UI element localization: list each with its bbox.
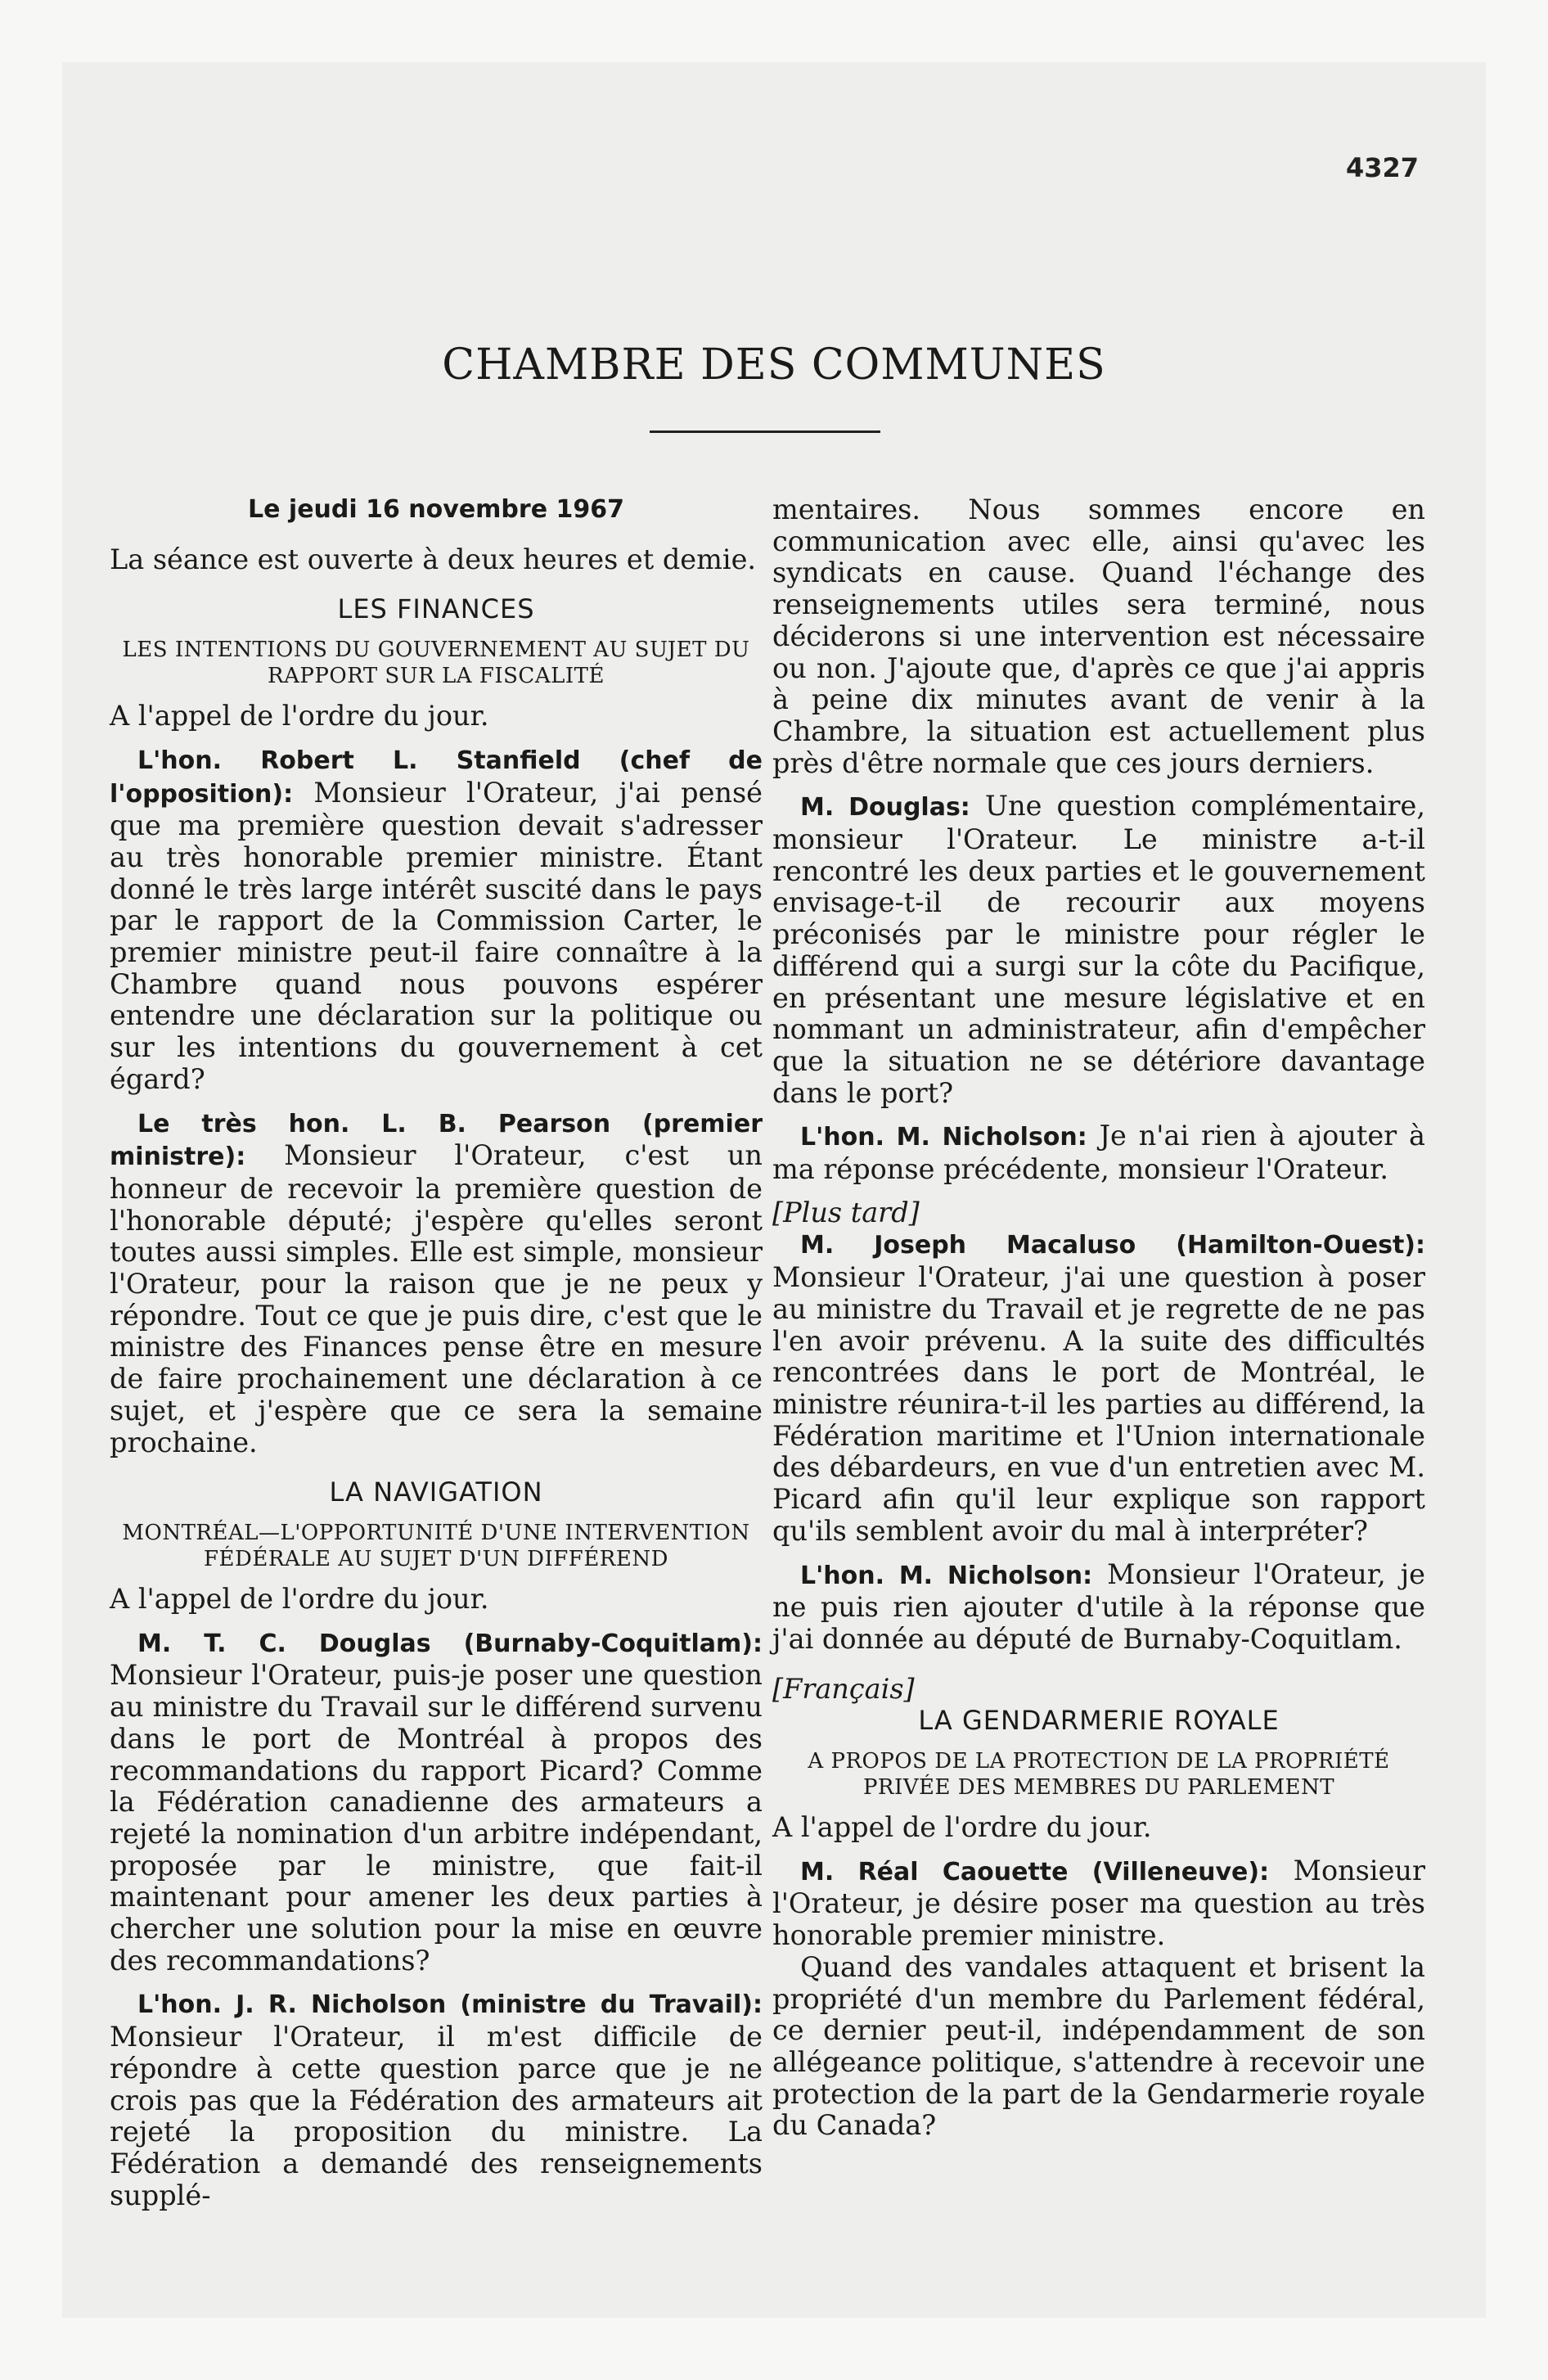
stanfield-paragraph (110, 744, 763, 1096)
speaker-douglas-2: M. Douglas: (800, 793, 970, 823)
caouette-text: Monsieur l'Orateur, je désire poser ma question au très honorable premier ministre. (772, 1854, 1426, 1952)
pearson-paragraph (110, 1107, 763, 1459)
later-marker: [Plus tard] (772, 1196, 920, 1228)
speaker-macaluso: M. Joseph Macaluso (Hamilton-Ouest): (800, 1231, 1425, 1260)
speaker-stanfield: L'hon. Robert L. Stanfield (chef de l'opposition): (110, 746, 763, 809)
page-title: CHAMBRE DES COMMUNES (442, 340, 1106, 390)
nicholson2-paragraph (772, 1120, 1425, 1185)
order-of-day-3: A l'appel de l'ordre du jour. (772, 1811, 1152, 1844)
section-heading-finances: LES FINANCES (337, 593, 535, 625)
douglas2-paragraph (772, 791, 1425, 1109)
speaker-douglas: M. T. C. Douglas (Burnaby-Coquitlam): (137, 1629, 763, 1658)
pearson-text: Monsieur l'Orateur, c'est un honneur de recevoir la première question de l'honorable député; j'espère qu'elles seront toutes aussi simples. Elle est simple, monsieur l'Orateur, pour la raison que je ne peux y répondre. Tout ce que je puis dire, c'est que le ministre des Finances pense être en mesure de faire prochainement une déclaration à ce sujet, et j'espère que ce sera la semaine prochaine. (110, 1139, 763, 1458)
session-date: Le jeudi 16 novembre 1967 (248, 495, 624, 524)
speaker-nicholson-3: L'hon. M. Nicholson: (800, 1561, 1093, 1590)
speaker-caouette: M. Réal Caouette (Villeneuve): (800, 1857, 1270, 1886)
section-heading-gendarmerie: LA GENDARMERIE ROYALE (918, 1705, 1280, 1737)
nicholson3-paragraph (772, 1559, 1425, 1656)
macaluso-text: Monsieur l'Orateur, j'ai une question à poser au ministre du Travail et je regrette de ne pas l'en avoir prévenu. A la suite des difficultés rencontrées dans le port de Montréal, le ministre réunira-t-il les parties au différend, la Fédération maritime et l'Union internationale des débardeurs, en vue d'un entretien avec M. Picard afin qu'il leur explique son rapport qu'ils semblent avoir du mal à interpréter? (772, 1261, 1425, 1547)
continuation-paragraph: mentaires. Nous sommes encore en communication avec elle, ainsi qu'avec les syndicats en cause. Quand l'échange des renseignements utiles sera terminé, nous déciderons si une intervention est nécessaire ou non. J'ajoute que, d'après ce que j'ai appris à peine dix minutes avant de venir à la Chambre, la situation est actuellement plus près d'être normale que ces jours derniers. (772, 494, 1425, 779)
macaluso-paragraph (772, 1228, 1425, 1547)
nicholson-text: Monsieur l'Orateur, il m'est difficile de répondre à cette question parce que je ne crois pas que la Fédération des armateurs ait rejeté la proposition du ministre. La Fédération a demandé des renseignements supplé- (110, 2021, 763, 2211)
section-subheading-gendarmerie: A PROPOS DE LA PROTECTION DE LA PROPRIÉTÉ PRIVÉE DES MEMBRES DU PARLEMENT (808, 1749, 1390, 1801)
section-subheading-navigation: MONTRÉAL—L'OPPORTUNITÉ D'UNE INTERVENTION FÉDÉRALE AU SUJET D'UN DIFFÉREND (122, 1520, 750, 1571)
left-column (110, 488, 763, 2211)
speaker-nicholson-2: L'hon. M. Nicholson: (800, 1123, 1087, 1152)
section-subheading-finances: LES INTENTIONS DU GOUVERNEMENT AU SUJET DU RAPPORT SUR LA FISCALITÉ (122, 638, 750, 689)
french-marker: [Français] (772, 1672, 915, 1705)
page-number: 4327 (1345, 152, 1419, 183)
nicholson3-text: Monsieur l'Orateur, je ne puis rien ajouter d'utile à la réponse que j'ai donnée au député de Burnaby-Coquitlam. (772, 1557, 1425, 1655)
order-of-day-1: A l'appel de l'ordre du jour. (110, 700, 489, 732)
douglas2-text: Une question complémentaire, monsieur l'Orateur. Le ministre a-t-il rencontré les deux parties et le gouvernement envisage-t-il de recourir aux moyens préconisés par le ministre pour régler le différend qui a surgi sur la côte du Pacifique, en présentant une mesure législative et en nommant un administrateur, afin d'empêcher que la situation ne se détériore davantage dans le port? (772, 790, 1426, 1109)
document-page (62, 62, 1486, 2318)
speaker-nicholson: L'hon. J. R. Nicholson (ministre du Travail): (137, 1990, 763, 2020)
nicholson2-text: Je n'ai rien à ajouter à ma réponse précédente, monsieur l'Orateur. (772, 1120, 1425, 1186)
section-heading-navigation: LA NAVIGATION (329, 1476, 543, 1508)
douglas-text: Monsieur l'Orateur, puis-je poser une question au ministre du Travail sur le différend survenu dans le port de Montréal à propos des recommandations du rapport Picard? Comme la Fédération canadienne des armateurs a rejeté la nomination d'un arbitre indépendant, proposée par le ministre, que fait-il maintenant pour amener les deux parties à chercher une solution pour la mise en œuvre des recommandations? (110, 1659, 763, 1977)
title-divider (650, 430, 880, 433)
douglas-paragraph (110, 1627, 763, 1977)
nicholson-paragraph (110, 1988, 763, 2211)
order-of-day-2: A l'appel de l'ordre du jour. (110, 1582, 489, 1615)
caouette-paragraph-2: Quand des vandales attaquent et brisent la propriété d'un membre du Parlement fédéral, ce dernier peut-il, indépendamment de son allégeance politique, s'attendre à recevoir une protection de la part de la Gendarmerie royale du Canada? (772, 1950, 1425, 2142)
speaker-pearson: Le très hon. L. B. Pearson (premier ministre): (110, 1109, 763, 1172)
opening-paragraph: La séance est ouverte à deux heures et demie. (110, 543, 757, 575)
stanfield-text: Monsieur l'Orateur, j'ai pensé que ma première question devait s'adresser au très honorable premier ministre. Étant donné le très large intérêt suscité dans le pays par le rapport de la Commission Carter, le premier ministre peut-il faire connaître à la Chambre quand nous pouvons espérer entendre une déclaration sur la politique ou sur les intentions du gouvernement à cet égard? (110, 776, 763, 1095)
caouette-paragraph (772, 1855, 1425, 1952)
right-column (772, 494, 1425, 2142)
